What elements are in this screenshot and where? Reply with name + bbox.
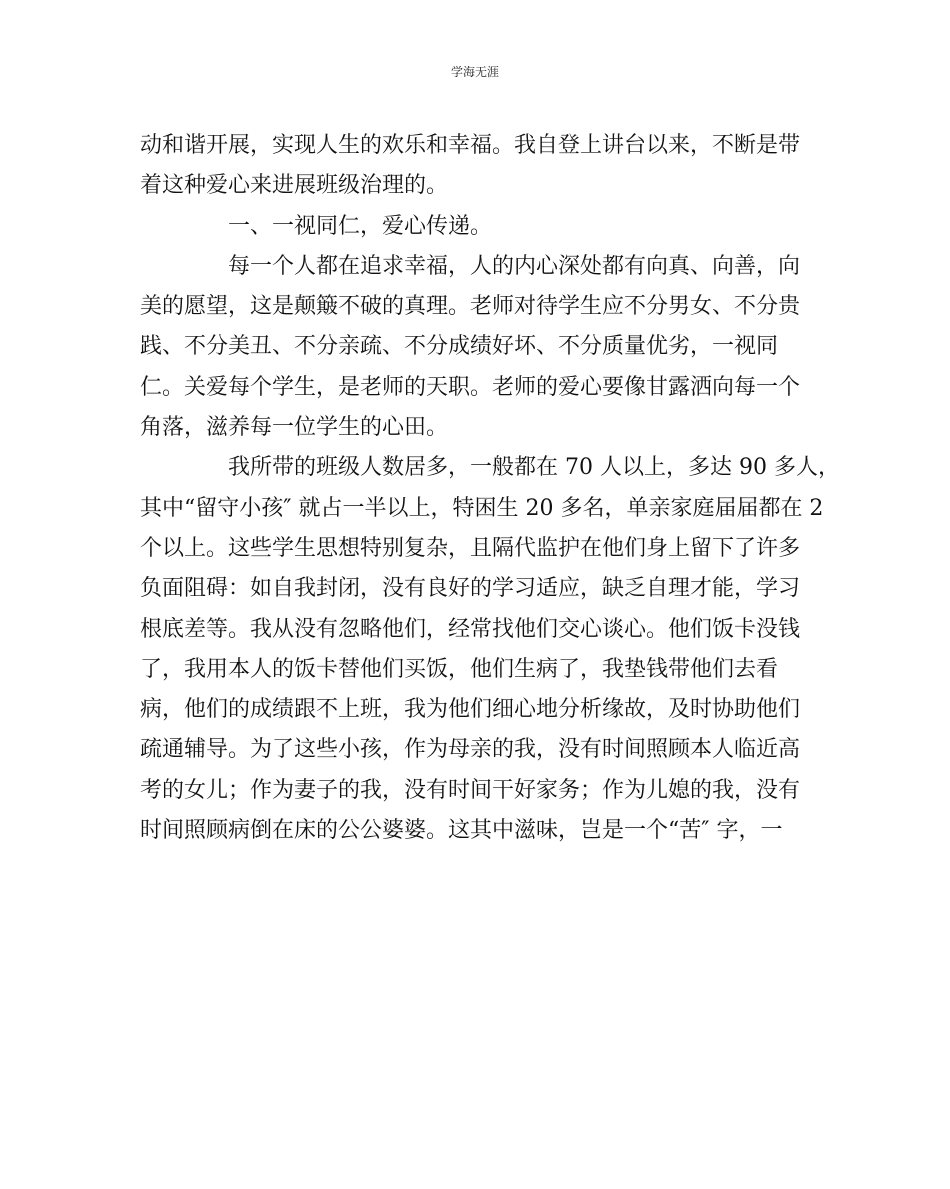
- page-header: 学海无涯: [450, 65, 499, 79]
- text-line: 其中“留守小孩″ 就占一半以上，特困生 20 多名，单亲家庭届届都在 2: [140, 495, 824, 521]
- paragraph-start-line: 我所带的班级人数居多，一般都在 70 人以上，多达 90 多人，: [228, 455, 840, 481]
- text-line: 负面阻碍：如自我封闭，没有良好的学习适应，缺乏自理才能，学习: [140, 576, 801, 602]
- text-line: 根底差等。我从没有忽略他们，经常找他们交心谈心。他们饭卡没钱: [140, 616, 801, 642]
- text-line: 践、不分美丑、不分亲疏、不分成绩好坏、不分质量优劣，一视同: [140, 334, 779, 360]
- text-line: 着这种爱心来进展班级治理的。: [140, 173, 449, 199]
- text-line: 疏通辅导。为了这些小孩，作为母亲的我，没有时间照顾本人临近高: [140, 737, 801, 763]
- text-line: 病，他们的成绩跟不上班，我为他们细心地分析缘故，及时协助他们: [140, 697, 801, 723]
- text-line: 仁。关爱每个学生，是老师的天职。老师的爱心要像甘露洒向每一个: [140, 374, 801, 400]
- text-line: 时间照顾病倒在床的公公婆婆。这其中滋味，岂是一个“苦″ 字，一: [140, 818, 783, 844]
- section-heading: 一、一视同仁，爱心传递。: [228, 213, 493, 239]
- text-line: 动和谐开展，实现人生的欢乐和幸福。我自登上讲台以来，不断是带: [140, 133, 801, 158]
- text-line: 美的愿望，这是颠簸不破的真理。老师对待学生应不分男女、不分贵: [140, 294, 801, 320]
- text-line: 个以上。这些学生思想特别复杂，且隔代监护在他们身上留下了许多: [140, 535, 801, 561]
- paragraph-start-line: 每一个人都在追求幸福，人的内心深处都有向真、向善，向: [228, 253, 801, 279]
- text-line: 考的女儿；作为妻子的我，没有时间干好家务；作为儿媳的我，没有: [140, 777, 801, 803]
- text-line: 角落，滋养每一位学生的心田。: [140, 415, 449, 441]
- body-text: [140, 126, 840, 851]
- text-line: 了，我用本人的饭卡替他们买饭，他们生病了，我垫钱带他们去看: [140, 656, 779, 682]
